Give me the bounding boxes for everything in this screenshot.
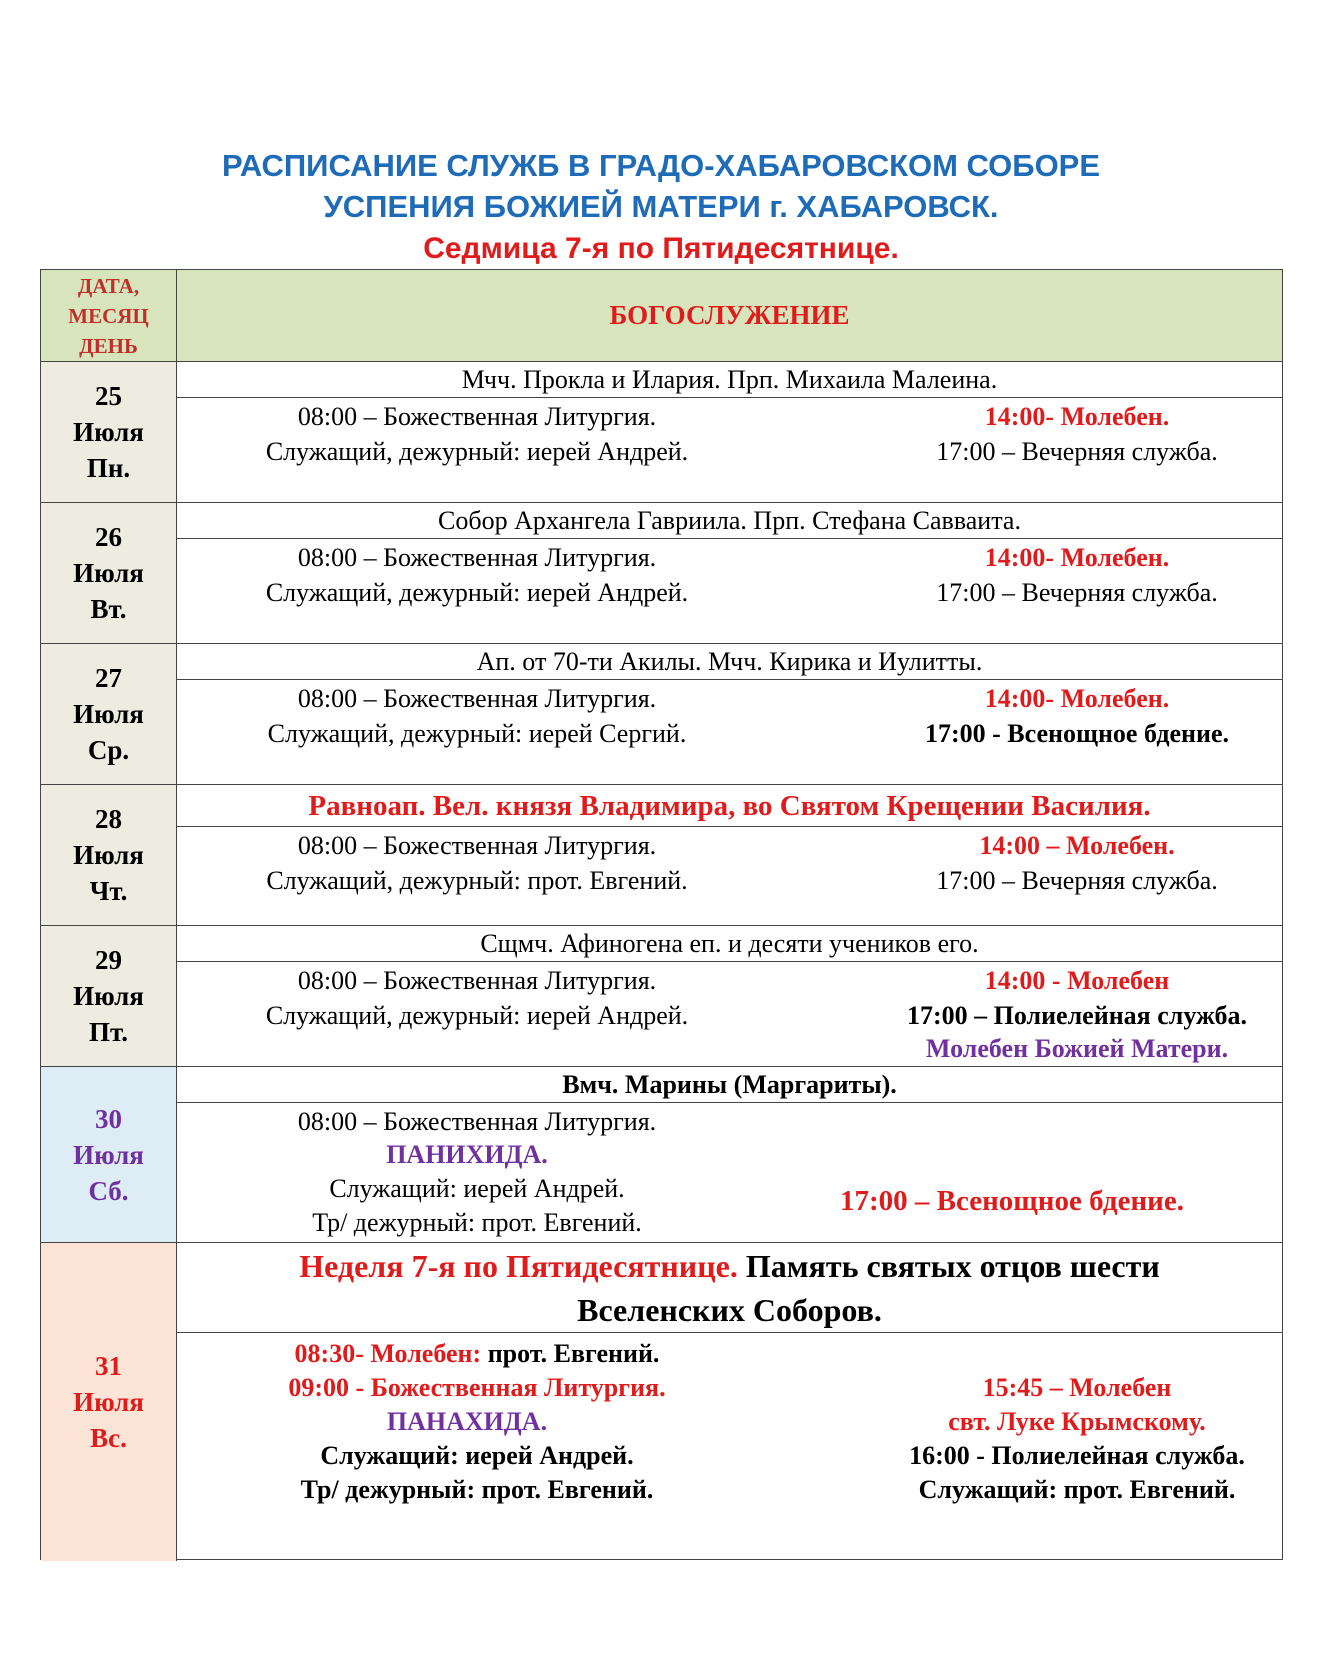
feast-title-black: Вселенских Соборов. [577,1292,882,1328]
service-line: 08:00 – Божественная Литургия. [297,1107,657,1136]
service-column-header [177,270,1282,362]
month-name: Июля [73,558,144,588]
weekday: Пн. [86,453,131,483]
day-number: 27 [95,663,122,693]
service-cell [177,1243,1282,1561]
date-cell [41,644,177,785]
service-cell [177,503,1282,644]
weekday: Чт. [89,876,128,906]
feast-title-black: Память святых отцов шести [737,1248,1160,1284]
service-line: 14:00- Молебен. [984,684,1170,713]
month-name: Июля [73,840,144,870]
service-line: Служащий, дежурный: прот. Евгений. [266,866,688,895]
service-line: Служащий: прот. Евгений. [918,1475,1236,1504]
service-line: 08:00 – Божественная Литургия. [297,831,657,860]
service-cell [177,785,1282,926]
date-cell [41,1243,177,1561]
service-line: 14:00- Молебен. [984,402,1170,431]
day-number: 28 [95,804,122,834]
service-line: Молебен Божией Матери. [925,1034,1229,1063]
service-line: 08:00 – Божественная Литургия. [297,402,657,431]
service-line: 08:00 – Божественная Литургия. [297,966,657,995]
service-header-label: БОГОСЛУЖЕНИЕ [609,300,850,330]
service-cell [177,926,1282,1067]
date-cell [41,785,177,926]
service-line: Служащий: иерей Андрей. [329,1174,625,1203]
service-line: 15:45 – Молебен [982,1373,1172,1402]
month-name: Июля [73,981,144,1011]
date-cell [41,1067,177,1243]
service-line: Тр/ дежурный: прот. Евгений. [300,1475,654,1504]
month-name: Июля [73,1387,144,1417]
day-number: 26 [95,522,122,552]
day-number: 31 [95,1351,122,1381]
feast-title: Мчч. Прокла и Илария. Прп. Михаила Малеина. [177,362,1282,398]
weekday: Вт. [90,594,127,624]
service-line: Служащий, дежурный: иерей Сергий. [267,719,687,748]
day-number: 25 [95,381,122,411]
weekday: Пт. [89,1017,128,1047]
service-line: Тр/ дежурный: прот. Евгений. [312,1208,642,1237]
service-line: ПАНАХИДА. [386,1407,548,1436]
service-line: 08:00 – Божественная Литургия. [297,684,657,713]
service-line: 17:00 – Вечерняя служба. [936,866,1218,895]
service-line-red: 08:30- Молебен: [294,1339,482,1368]
feast-title: Вмч. Марины (Маргариты). [177,1067,1282,1103]
service-line: ПАНИХИДА. [386,1140,548,1169]
title-line-2: УСПЕНИЯ БОЖИЕЙ МАТЕРИ г. ХАБАРОВСК. [323,189,999,224]
date-header-line: ДАТА, [77,273,140,298]
service-line: 08:00 – Божественная Литургия. [297,543,657,572]
service-line: Служащий, дежурный: иерей Андрей. [265,437,689,466]
service-line: 17:00 – Вечерняя служба. [936,578,1218,607]
week-title: Седмица 7-я по Пятидесятнице. [423,232,899,265]
feast-title: Сщмч. Афиногена еп. и десяти учеников его. [177,926,1282,962]
schedule-table [40,269,1283,1560]
weekday: Сб. [88,1175,129,1206]
day-number: 30 [95,1103,122,1134]
feast-title: Равноап. Вел. князя Владимира, во Святом Крещении Василия. [177,785,1282,827]
weekday: Вс. [90,1423,127,1453]
service-line: 17:00 – Полиелейная служба. [906,1001,1248,1030]
service-line: Служащий: иерей Андрей. [320,1441,634,1470]
service-line: 16:00 - Полиелейная служба. [909,1441,1245,1470]
service-line: Служащий, дежурный: иерей Андрей. [265,1001,689,1030]
service-line: 17:00 – Всенощное бдение. [840,1185,1184,1217]
service-cell [177,644,1282,785]
service-line-black: прот. Евгений. [481,1339,660,1368]
feast-title: Ап. от 70-ти Акилы. Мчч. Кирика и Иулитты. [177,644,1282,680]
day-number: 29 [95,945,122,975]
service-line: 14:00- Молебен. [984,543,1170,572]
date-header-line: ДЕНЬ [79,333,138,358]
date-cell [41,503,177,644]
service-line: Служащий, дежурный: иерей Андрей. [265,578,689,607]
weekday: Ср. [87,735,130,765]
feast-title: Собор Архангела Гавриила. Прп. Стефана Савваита. [177,503,1282,539]
date-column-header [41,270,177,362]
date-cell [41,926,177,1067]
service-line: 09:00 - Божественная Литургия. [288,1373,666,1402]
service-cell [177,362,1282,503]
feast-title-red: Неделя 7-я по Пятидесятнице. [299,1248,738,1284]
service-line: свт. Луке Крымскому. [948,1407,1206,1436]
service-line [177,1339,777,1369]
month-name: Июля [73,1139,144,1170]
service-line: 14:00 – Молебен. [979,831,1175,860]
month-name: Июля [73,699,144,729]
service-line: 14:00 - Молебен [984,966,1170,995]
service-line: 17:00 – Вечерняя служба. [936,437,1218,466]
date-cell [41,362,177,503]
date-header-line: МЕСЯЦ [68,303,149,328]
month-name: Июля [73,417,144,447]
service-line: 17:00 - Всенощное бдение. [924,719,1230,748]
feast-title [177,1243,1282,1333]
service-cell [177,1067,1282,1243]
title-line-1: РАСПИСАНИЕ СЛУЖБ В ГРАДО-ХАБАРОВСКОМ СОБОРЕ [221,148,1101,183]
